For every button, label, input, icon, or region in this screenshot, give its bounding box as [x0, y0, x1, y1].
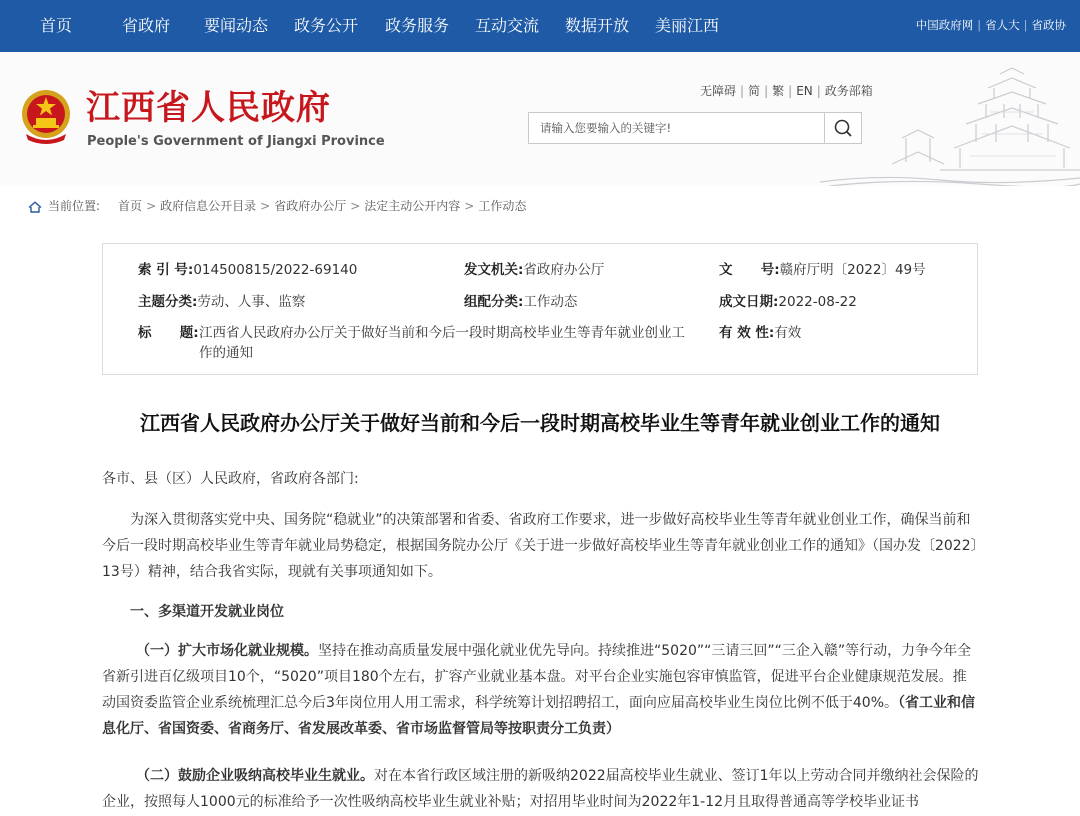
national-emblem-icon[interactable]	[20, 88, 72, 146]
paragraph-lead: （一）扩大市场化就业规模。	[136, 643, 318, 659]
doc-title-value: 江西省人民政府办公厅关于做好当前和今后一段时期高校毕业生等青年就业创业工 作的通知	[199, 325, 685, 361]
paragraph-responsibility: （省工业和信息化厅、省国资委、省商务厅、省发展改革委、省市场监督管局等按职责分工负责）	[102, 695, 976, 737]
paragraph-intro: 为深入贯彻落实党中央、国务院“稳就业”的决策部署和省委、省政府工作要求，进一步做好高校毕业生等青年就业创业工作，确保当前和今后一段时期高校毕业生等青年就业局势稳定，根据国务院办公厅《关于进一步做好高校毕业生等青年就业创业工作的通知》（国办发〔2022〕13号）精神，结合我省实际，现就有关事项通知如下。	[102, 512, 978, 580]
breadcrumb-item-work-news[interactable]: 工作动态	[478, 199, 527, 213]
paragraph-1-2	[102, 763, 980, 815]
index-number: 索 引 号:014500815/2022-69140	[138, 262, 358, 278]
nav-interaction[interactable]: 互动交流	[475, 16, 540, 35]
link-gov-mailbox[interactable]: 政务部箱	[824, 84, 873, 98]
utility-links: 无障碍 | 简 | 繁 | EN | 政务部箱	[700, 84, 873, 98]
document-number: 文 号:赣府厅明〔2022〕49号	[719, 262, 926, 278]
document-info-box	[102, 243, 978, 375]
top-nav	[0, 0, 1080, 52]
site-subtitle: People's Government of Jiangxi Province	[87, 134, 385, 149]
nav-gov-services[interactable]: 政务服务	[385, 16, 450, 35]
link-provincial-cppcc[interactable]: 省政协	[1031, 18, 1066, 32]
link-china-gov[interactable]: 中国政府网	[915, 18, 974, 32]
paragraph-body: 坚持在推动高质量发展中强化就业优先导向。持续推进“5020”“三请三回”“三企入赣”等行动，力争今年全省新引进百亿级项目10个，“5020”项目180个左右，扩容产业就业基本盘。对平台企业实施包容审慎监管，促进平台企业健康规范发展。推动国资委监管企业系统梳理汇总今后3年岗位用人用工需求，科学统筹计划招聘招工，面向应届高校毕业生岗位比例不低于40%。	[102, 643, 972, 711]
nav-news[interactable]: 要闻动态	[204, 16, 269, 35]
org-category: 组配分类:工作动态	[464, 294, 578, 310]
search-box	[528, 112, 862, 144]
issuing-agency: 发文机关:省政府办公厅	[464, 262, 605, 278]
paragraph-body: 对在本省行政区域注册的新吸纳2022届高校毕业生就业、签订1年以上劳动合同并缴纳社会保险的企业，按照每人1000元的标准给予一次性吸纳高校毕业生就业补贴；对招用毕业时间为2022年1-12月且取得普通高等学校毕业证书	[102, 768, 979, 810]
validity: 有 效 性:有效	[719, 325, 802, 341]
breadcrumb: 当前位置: 首页 > 政府信息公开目录 > 省政府办公厅 > 法定主动公开内容 > 工作动态	[28, 197, 526, 215]
site-header	[0, 52, 1080, 186]
top-links: 中国政府网 | 省人大 | 省政协	[915, 18, 1066, 32]
breadcrumb-item-statutory[interactable]: 法定主动公开内容	[364, 199, 461, 213]
nav-gov-affairs-open[interactable]: 政务公开	[294, 16, 359, 35]
link-accessibility[interactable]: 无障碍	[700, 84, 737, 98]
tengwang-pavilion-illustration	[820, 64, 1080, 186]
paragraph-lead: （二）鼓励企业吸纳高校毕业生就业。	[136, 768, 374, 784]
doc-title-field: 标 题:	[138, 325, 199, 341]
breadcrumb-item-home[interactable]: 首页	[118, 199, 143, 213]
breadcrumb-item-general-office[interactable]: 省政府办公厅	[274, 199, 347, 213]
nav-beautiful-jiangxi[interactable]: 美丽江西	[655, 16, 720, 35]
section-heading-1: 一、多渠道开发就业岗位	[130, 604, 284, 620]
breadcrumb-item-info-catalog[interactable]: 政府信息公开目录	[160, 199, 257, 213]
article-title: 江西省人民政府办公厅关于做好当前和今后一段时期高校毕业生等青年就业创业工作的通知	[140, 411, 940, 435]
search-input[interactable]	[529, 113, 830, 143]
breadcrumb-label: 当前位置:	[48, 199, 101, 213]
paragraph-1-1	[102, 638, 980, 742]
link-traditional[interactable]: 繁	[772, 84, 785, 98]
link-simplified[interactable]: 简	[748, 84, 761, 98]
nav-home[interactable]: 首页	[40, 16, 73, 35]
written-date: 成文日期:2022-08-22	[719, 294, 857, 310]
salutation: 各市、县（区）人民政府，省政府各部门:	[102, 471, 359, 487]
home-icon	[28, 201, 42, 213]
link-provincial-npc[interactable]: 省人大	[985, 18, 1020, 32]
nav-province-gov[interactable]: 省政府	[122, 16, 171, 35]
link-english[interactable]: EN	[796, 84, 813, 98]
site-title[interactable]: 江西省人民政府	[86, 88, 331, 128]
topic-category: 主题分类:劳动、人事、监察	[138, 294, 306, 310]
nav-open-data[interactable]: 数据开放	[565, 16, 630, 35]
